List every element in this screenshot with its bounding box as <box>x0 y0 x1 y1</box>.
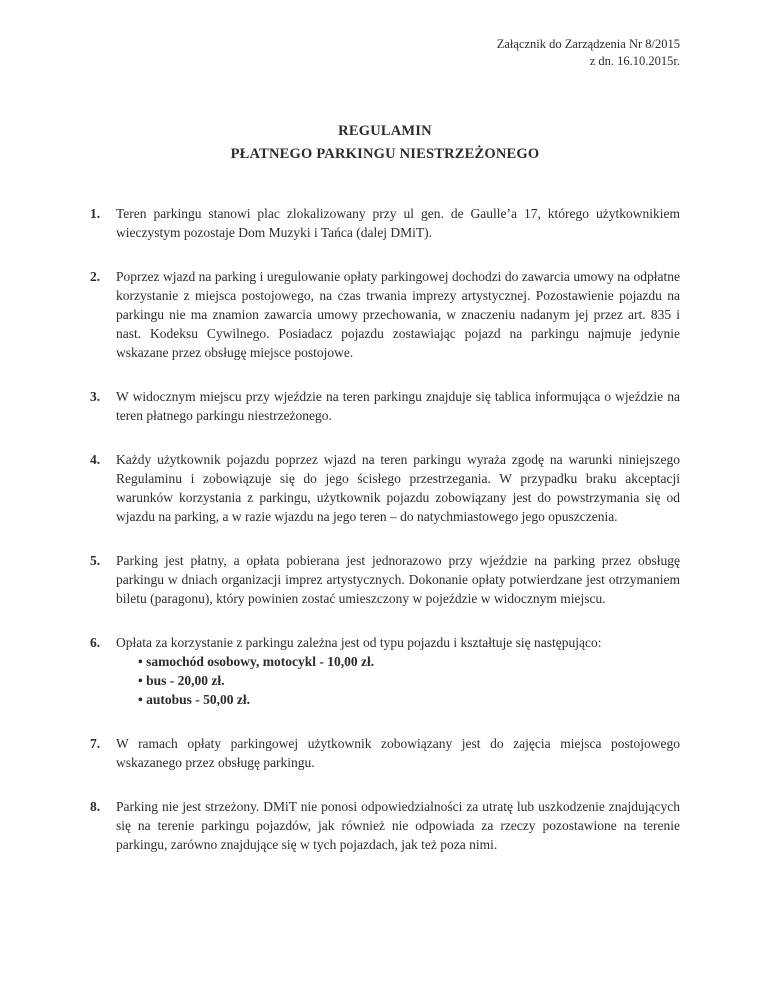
item-number: 8. <box>90 799 101 814</box>
list-item <box>90 450 680 526</box>
price-list <box>116 652 680 709</box>
title-line-2: PŁATNEGO PARKINGU NIESTRZEŻONEGO <box>230 146 540 162</box>
list-item <box>90 387 680 425</box>
item-text: Teren parkingu stanowi plac zlokalizowany przy ul gen. de Gaulle’a 17, którego użytkownikiem wieczystym pozostaje Dom Muzyki i Tańca (dalej DMiT). <box>116 206 680 240</box>
item-number: 2. <box>90 269 101 284</box>
item-number: 6. <box>90 635 101 650</box>
list-item <box>90 633 680 709</box>
list-item <box>90 734 680 772</box>
document-header <box>90 36 680 70</box>
item-text: Opłata za korzystanie z parkingu zależna jest od typu pojazdu i kształtuje się następująco: <box>116 635 602 650</box>
item-text: W ramach opłaty parkingowej użytkownik zobowiązany jest do zajęcia miejsca postojowego wskazanego przez obsługę parkingu. <box>116 736 680 770</box>
item-text: Każdy użytkownik pojazdu poprzez wjazd na teren parkingu wyraża zgodę na warunki niniejszego Regulaminu i zobowiązuje się do jego ścisłego przestrzegania. W przypadku braku akceptacji warunków korzystania z parkingu, użytkownik pojazdu zobowiązany jest do powstrzymania się od wjazdu na parking, a w razie wjazdu na jego teren – do natychmiastowego jego opuszczenia. <box>116 452 680 524</box>
price-item-car: • samochód osobowy, motocykl - 10,00 zł. <box>138 652 680 671</box>
item-number: 5. <box>90 553 101 568</box>
item-text: Parking jest płatny, a opłata pobierana jest jednorazowo przy wjeździe na parking przez obsługę parkingu w dniach organizacji imprez artystycznych. Dokonanie opłaty potwierdzane jest otrzymaniem biletu (paragonu), który powinien zostać umieszczony w pojeździe w widocznym miejscu. <box>116 553 680 606</box>
header-attachment-line: Załącznik do Zarządzenia Nr 8/2015 <box>496 37 680 51</box>
item-number: 4. <box>90 452 101 467</box>
title-line-1: REGULAMIN <box>338 123 432 139</box>
item-text: Parking nie jest strzeżony. DMiT nie ponosi odpowiedzialności za utratę lub uszkodzenie znajdujących się na terenie parkingu pojazdów, jak również nie odpowiada za rzeczy pozostawione na terenie parkingu, zarówno znajdujące się w tych pojazdach, jak też poza nimi. <box>116 799 680 852</box>
item-text-with-bullets <box>116 633 680 709</box>
item-number: 3. <box>90 389 101 404</box>
item-number: 7. <box>90 736 101 751</box>
list-item <box>90 267 680 362</box>
list-item <box>90 204 680 242</box>
list-item <box>90 551 680 608</box>
price-item-bus-small: • bus - 20,00 zł. <box>138 671 680 690</box>
list-item <box>90 797 680 854</box>
document-title <box>90 120 680 166</box>
regulation-list <box>90 204 680 854</box>
item-text: W widocznym miejscu przy wjeździe na teren parkingu znajduje się tablica informująca o wjeździe na teren płatnego parkingu niestrzeżonego. <box>116 389 680 423</box>
header-date-line: z dn. 16.10.2015r. <box>589 54 680 68</box>
price-item-coach: • autobus - 50,00 zł. <box>138 690 680 709</box>
item-number: 1. <box>90 206 101 221</box>
item-text: Poprzez wjazd na parking i uregulowanie opłaty parkingowej dochodzi do zawarcia umowy na odpłatne korzystanie z miejsca postojowego, na czas trwania imprezy artystycznej. Pozostawienie pojazdu na parkingu nie ma znamion zawarcia umowy przechowania, w znaczeniu nadanym jej przez art. 835 i nast. Kodeksu Cywilnego. Posiadacz pojazdu zostawiając pojazd na parkingu najmuje jedynie wskazane przez obsługę miejsce postojowe. <box>116 269 680 360</box>
